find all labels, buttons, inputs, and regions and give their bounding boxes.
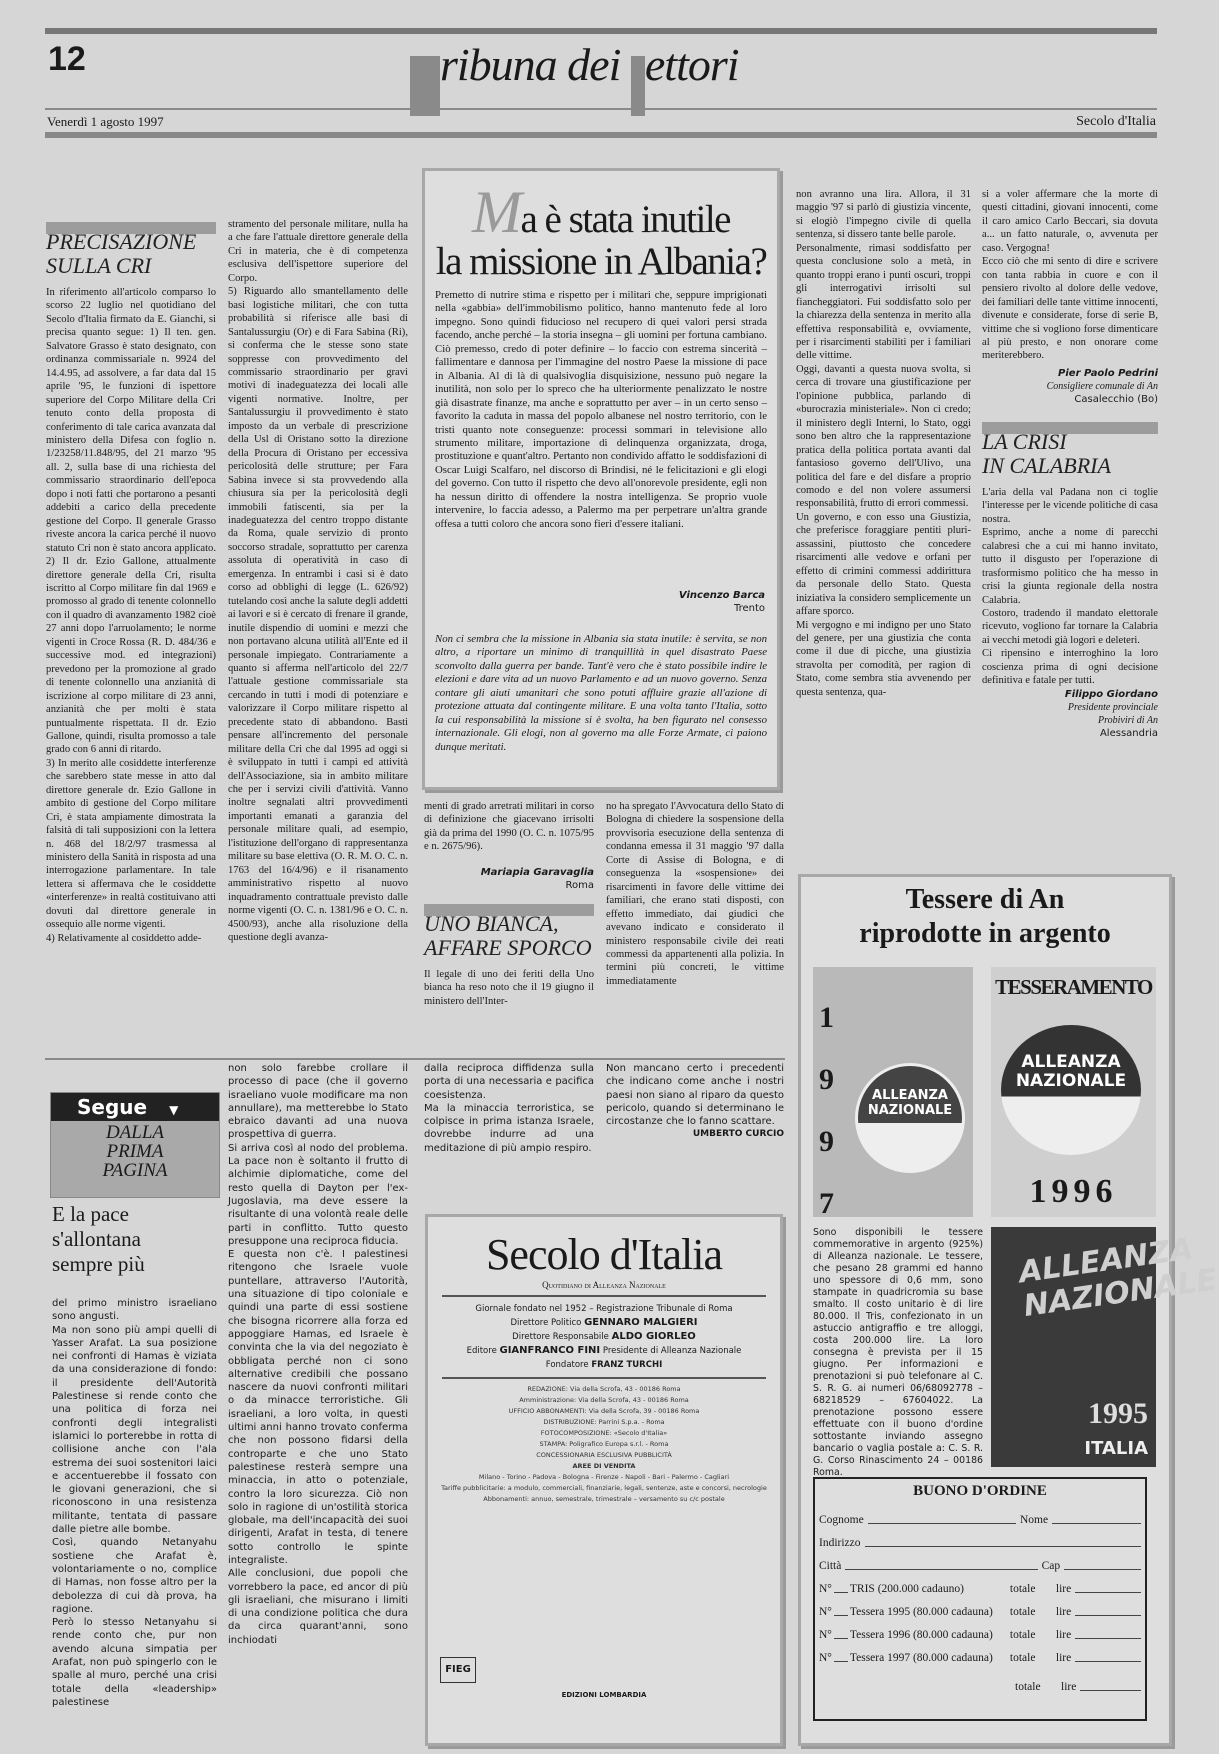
order-row[interactable]: N° Tessera 1995 (80.000 cadauna) totale lire xyxy=(819,1601,1141,1624)
indirizzo-field[interactable] xyxy=(865,1532,1141,1547)
header-top-rule xyxy=(45,28,1157,34)
paragraph: no ha spregato l'Avvocatura dello Stato di Bologna di chiedere la sospensione della provvisoria esecuzione della sentenza di condanna emessa il 31 maggio '97 dalla Corte di Assise di Bologna, e di conseguenza la «sospensione» dei risarcimenti in favore delle vittime dei familiari, che erano stati disposti, con effetto immediato, dai giudici che avevano indicato e considerato il ministero responsabile civile dei reati commessi da appartenenti alla polizia. In termini più concreti, le vittime immediatamente xyxy=(606,801,784,987)
article-pace-col1 xyxy=(52,1297,217,1747)
order-fields: Cognome Nome Indirizzo Città Cap N° TRIS (200.000 cadauno) totale lire N° Tessera 1995 (80.000 cadauna) totale lire N° Tessera 1996 (80.000 cadauna) totale lire N° Tessera 1997 (80.000 cadauna) totale lire totale lire xyxy=(819,1509,1141,1699)
segue-subtitle: DALLA PRIMA PAGINA xyxy=(102,1122,168,1181)
article-cri-col1 xyxy=(46,222,216,1052)
signature-block: Filippo Giordano Presidente provinciale Probiviri di An Alessandria xyxy=(1064,688,1158,739)
issue-date: Venerdì 1 agosto 1997 xyxy=(47,114,164,129)
paragraph: E questa non c'è. I palestinesi ritengono che Israele vuole puntellare, attraverso l'Autorità, una situazione di tipo coloniale e quindi una parte di essi sostiene che bisogna ricorrere alla forza ed appoggiare Hamas, ed Israele è convinta che la via del negoziato è obbligata perché non ci sono alternative credibili che possano nascere da nuovi confronti militari o da minacce terroristiche. Gli israeliani, a loro volta, in questi ultimi anni hanno trovato conferma che non possono fidarsi della controparte e che uno Stato palestinese resterà sempre una minaccia, in atto o potenziale, contro la loro sicurezza. Ciò non solo in ragione di un'ostilità storica globale, ma dell'incapacità dei suoi dirigenti, Arafat in testa, di tenere sotto controllo le spinte integraliste. xyxy=(228,1249,408,1566)
paragraph: Ma la minaccia terroristica, se colpisce in prima istanza Israele, dovrebbe indurre ad una meditazione di più ampio respiro. xyxy=(424,1102,594,1154)
article-col5 xyxy=(982,188,1158,848)
card-1995-brand: ITALIA xyxy=(1084,1438,1148,1459)
paragraph: L'aria della val Padana non ci toglie l'interesse per le vicende politiche di casa nostra. xyxy=(982,486,1158,525)
paragraph: dalla reciproca diffidenza sulla porta di una necessaria e pacifica coesistenza. xyxy=(424,1063,594,1101)
paragraph: Esprimo, anche a nome di parecchi calabresi che a cui mi hanno invitato, tutto il disgusto per l'operazione di trasformismo politico che ha messo in crisi la giunta regionale della nostra Calabria. xyxy=(982,527,1158,606)
card-1997-image xyxy=(813,967,973,1220)
paragraph: Costoro, tradendo il mandato elettorale ricevuto, vogliono far tornare la Calabria ai vecchi metodi già logori e deleteri. xyxy=(982,607,1158,646)
order-row[interactable]: N° Tessera 1997 (80.000 cadauna) totale lire xyxy=(819,1647,1141,1670)
order-row[interactable]: N° TRIS (200.000 cadauno) totale lire xyxy=(819,1578,1141,1601)
segue-box xyxy=(50,1092,220,1198)
order-form xyxy=(813,1477,1147,1721)
card-1996-image xyxy=(991,967,1156,1217)
segue-label: Segue ▼ xyxy=(51,1093,219,1121)
cap-field[interactable] xyxy=(1064,1555,1141,1570)
paragraph: 5) Riguardo allo smantellamento delle basi logistiche militari, che con tutta probabilità si riferisce alle basi di Santalussurgiu (Or) e di Fara Sabina (Ri), si conferma che le stesse sono state soppresse con provvedimento del commissario straordinario per gravi motivi di inadeguatezza dei locali alle vigenti normative. Inoltre, per Santalussurgiu il provvedimento è stato imposto da un verbale di prescrizione della Usl di Oristano sotto la direzione della Procura di Oristano per eccessiva pericolosità delle strutture; per Fara Sabina invece si sta provvedendo alla chiusura sia per la pericolosità degli immobili fatiscenti, sia per la inadeguatezza del centro troppo distante da Roma, quale servizio di pronto soccorso stradale, soprattutto per carenza assoluta di operatività in caso di emergenza. In entrambi i casi si è dato corso ad obblighi di legge (L. 626/92) tutelando così anche la salute degli addetti ai lavori e si è cercato di frenare il grande, inutile dispendio di uomini e mezzi che non portavano alcuna utilità all'Ente ed il personale impiegato. Contrariamente a quanto si afferma nell'articolo del 22/7 l'attuale gestione commissariale sta cercando in tutti i modi di potenziare e valorizzare il Corpo militare rispetto al precedente stato di abbandono. Basti pensare all'incremento del personale militare della Cri che dal 1995 ad oggi si è sviluppato in tutti i campi ed attività dell'Associazione, sia in ambito militare che per i servizi civili d'attività. Vanno inoltre segnalati altri provvedimenti importanti emanati a garanzia del personale militare quali, ad esempio, l'istituzione dell'organo di rappresentanza militare su base elettiva (O. R. M. O. C. n. 1763 del 16/4/96) e il risanamento amministrativo rispetto al nuovo inquadramento contrattuale previsto dalle norme vigenti (O. C. n. 1381/96 e O. C. n. 4500/93), anche alla risoluzione della questione degli avanza- xyxy=(228,286,408,944)
paragraph: stramento del personale militare, nulla ha a che fare l'attuale direttore generale della Cri in materia, che è di competenza esclusiva dell'ispettore superiore del Corpo. xyxy=(228,219,408,284)
section-divider xyxy=(45,1058,785,1060)
card-1995-image xyxy=(991,1227,1219,1467)
paragraph: Oggi, davanti a questa nuova svolta, si cerca di trovare una giustificazione per l'opinione pubblica, parlando di «burocrazia ministeriale». Non ci credo; il ministero degli Interni, lo Stato, oggi sono ben altro che la rappresentazione pratica della politica portata avanti dal fantasioso governo dell'Ulivo, una politica del fare e del disfare a proprio comodo e del non volere assumersi responsabilità, frutto di errori commessi. xyxy=(796,363,971,510)
title-initial-l xyxy=(631,56,645,116)
paragraph: Alle conclusioni, due popoli che vorrebbero la pace, ed ancor di più gli israeliani, che misurano i limiti di una condizione politica che dura da circa quarant'anni, sono inchiodati xyxy=(228,1568,408,1646)
paragraph: Un governo, e con esso una Giustizia, che preferisce foraggiare pentiti pluri-assassini, piuttosto che concedere risarcimenti alle vedove e orfani per effetto di crimini commessi addirittura da personale dello Stato. Questa iniziativa la considero semplicemente un affare sporco. xyxy=(796,511,971,618)
headline-uno-bianca: UNO BIANCA, AFFARE SPORCO xyxy=(424,910,592,960)
paragraph: Il legale di uno dei feriti della Uno bianca ha reso noto che il 19 giugno il ministero dell'Inter- xyxy=(424,968,594,1007)
card-1996-year: 1996 xyxy=(1029,1173,1118,1210)
paragraph: non solo farebbe crollare il processo di pace (che il governo israeliano vuole modificare ma non annullare), ma metterebbe lo Stato ebraico davanti ad una nuova prospettiva di guerra. xyxy=(228,1063,408,1141)
title-part-1: ribuna dei xyxy=(440,39,631,90)
masthead-credits: Giornale fondato nel 1952 – Registrazione Tribunale di Roma Direttore Politico GENNARO MALGIERI Direttore Responsabile ALDO GIORLEO Editore GIANFRANCO FINI Presidente di Alleanza Nazionale Fondatore FRANZ TURCHI xyxy=(466,1304,742,1370)
article-cri-col2 xyxy=(228,218,408,1050)
fieg-logo: FIEG xyxy=(440,1657,476,1683)
title-part-2: ettori xyxy=(644,39,739,90)
paragraph: Ci ripensino e interroghino la loro coscienza prima di ogni decisione definitiva e fatale per tutti. xyxy=(982,648,1158,687)
editor-reply: Non ci sembra che la missione in Albania sia stata inutile: è servita, se non altro, a riportare un minimo di tranquillità in quel disastrato Paese sconvolto dalla guerra per bande. Tant'è vero che è stato possibile indire le elezioni e dare vita ad un nuovo Parlamento e ad un nuovo governo. Senza contare gli aiuti umanitari che sono potuti affluire grazie all'azione di protezione attuata dal contingente militare. E una volta tanto l'Italia, sotto la cui responsabilità la missione si è svolta, ha ben figurato nel consesso internazionale. Gli elogi, non al governo ma alle Forze Armate, ci paiono dunque meritati. xyxy=(435,633,767,753)
article-pace-col3 xyxy=(424,1062,594,1202)
ad-headline: Tessere di An riprodotte in argento xyxy=(859,884,1111,949)
paragraph: menti di grado arretrati militari in corso di definizione che giacevano irrisolti già da prima del 1990 (O. C. n. 1075/95 e n. 2675/96). xyxy=(424,801,594,853)
order-row[interactable]: N° Tessera 1996 (80.000 cadauna) totale lire xyxy=(819,1624,1141,1647)
masthead-name: Secolo d'Italia xyxy=(485,1230,723,1279)
headline-albania: Ma è stata inutile la missione in Albania? xyxy=(435,179,767,283)
masthead-small-print: REDAZIONE: Via della Scrofa, 43 - 00186 Roma Amministrazione: Via della Scrofa, 43 - 00186 Roma UFFICIO ABBONAMENTI: Via della Scrofa, 39 - 00186 Roma DISTRIBUZIONE: Parrini S.p.a. - Roma FOTOCOMPOSIZIONE: «Secolo d'Italia» STAMPA: Poligrafico Europa s.r.l. - Roma CONCESSIONARIA ESCLUSIVA PUBBLICITÀ AREE DI VENDITA Milano - Torino - Padova - Bologna - Firenze - Napoli - Bari - Palermo - Cagliari Tariffe pubblicitarie: a modulo, commerciali, finanziarie, legali, sentenze, aste e concorsi, necrologie Abbonamenti: annuo, semestrale, trimestrale – versamento su c/c postale xyxy=(441,1385,767,1503)
header-rule xyxy=(45,108,1157,110)
title-initial-t xyxy=(410,56,440,116)
card-year-digits: 1 9 9 7 xyxy=(819,1001,834,1220)
paragraph: Ecco ciò che mi sento di dire e scrivere con tanta rabbia in cuore e con il pensiero rivolto al dolore delle vedove, dei familiari delle tante vittime innocenti, divenute e considerate, forse di serie B, vittime che si vogliono forse dimenticare al più presto, e non onorare come meriterebbero. xyxy=(982,256,1158,362)
paragraph: In riferimento all'articolo comparso lo scorso 22 luglio nel quotidiano del Secolo d'Italia firmato da E. Gianchi, si precisa quanto segue: 1) Il ten. gen. Salvatore Grasso è stato designato, con ordinanza commissariale n. 9924 del 14.4.95, ad assolvere, a far data dal 15 aprile '95, le funzioni di ispettore superiore del Corpo Militare della Cri tenuto conto della proposta di conferimento di tale carica avanzata dal ministero della Difesa con foglio n. 1/23258/11.848/95, del 21 marzo '95 all. 2, sulla base di una richiesta del commissario straordinario dell'epoca dopo i noti fatti che portarono a pesanti addebiti a carico della precedente gestione del Corpo. Il generale Grasso riveste ancora la carica perché il nuovo statuto Cri non è stato ancora applicato. 2) Il dr. Ezio Gallone, attualmente direttore generale della Cri, risulta iscritto al Corpo militare fin dal 1969 e promosso al grado di tenente colonnello con il quadro di avanzamento 1982 cioè 27 anni dopo l'arruolamento; le norme vigenti in Croce Rossa (R. D. 484/36 e successive mod. ed integrazioni) prevedono per la promozione al grado di tenente colonnello una anzianità di iscrizione al corpo militare di 23 anni, anzianità che per molti è stata puntualmente rispettata. Il dr. Ezio Gallone, quindi, risulta promosso a tale grado con 6 anni di ritardo. xyxy=(46,287,216,756)
card-1995-year: 1995 xyxy=(1088,1397,1148,1430)
article-pace-col4 xyxy=(606,1062,784,1202)
paragraph: non avranno una lira. Allora, il 31 maggio '97 si parlò di giustizia vincente, si elogiò l'impegno civile di quella sentenza, si dissero tante belle parole. xyxy=(796,189,971,241)
author: UMBERTO CURCIO xyxy=(692,1129,784,1140)
an-logo: ALLEANZA NAZIONALE xyxy=(855,1063,965,1173)
paper-name: Secolo d'Italia xyxy=(1076,114,1156,129)
article-cri-end xyxy=(424,800,594,1050)
masthead-subtitle: Quotidiano di Alleanza Nazionale xyxy=(542,1280,666,1290)
paragraph: 3) In merito alle cosiddette interferenze che sarebbero state messe in atto dal direttore generale dr. Ezio Gallone in ambito di gestione del Corpo militare Cri, è stata ampiamente dimostrata la falsità di tali supposizioni con la lettera n. 468 del 18/2/97 trasmessa al ministero della Sanità in risposta ad una interrogazione parlamentare. In tale lettera si affermava che le cosiddette «interferenze» in realtà costituivano atti dovuti dal direttore generale in ossequio alle norme vigenti. xyxy=(46,757,216,931)
paragraph: Mi vergogno e mi indigno per uno Stato del genere, per una giustizia che conta come il due di picche, una giustizia stravolta per comodità, per ragion di Stato, come sembra stia avvenendo per questa sentenza, qua- xyxy=(796,619,971,698)
article-uno-bianca-col2 xyxy=(606,800,784,1050)
article-uno-bianca-col3 xyxy=(796,188,971,848)
an-logo: ALLEANZA NAZIONALE xyxy=(1001,1025,1141,1155)
page-number: 12 xyxy=(48,40,86,78)
cognome-field[interactable] xyxy=(868,1509,1016,1524)
order-total-row[interactable]: totale lire xyxy=(819,1676,1141,1699)
order-form-title: BUONO D'ORDINE xyxy=(913,1483,1047,1499)
paragraph: Ma non sono più ampi quelli di Yasser Arafat. La sua posizione nei confronti di Hamas è viziata da una considerazione di fondo: il presidente dell'Autorità Palestinese si rende conto che una politica di forza nei confronti degli integralisti islamici lo porterebbe in rotta di collisione anche con l'ala estrema dei suoi sostenitori laici e accentuerebbe il fossato con le giovani generazioni, che si riconoscono in una resistenza militante, tentata di passare dalle pietre alle bombe. xyxy=(52,1324,217,1536)
paragraph: Non mancano certo i precedenti che indicano come anche i nostri paesi non siano al riparo da questo pericolo, quando si determinano le circostanze che lo fanno scattare. xyxy=(606,1063,784,1128)
header-bottom-rule xyxy=(45,132,1157,138)
section-title xyxy=(410,38,739,116)
editore-note: EDIZIONI LOMBARDIA xyxy=(561,1691,647,1699)
card-1995-text: ALLEANZA NAZIONALE xyxy=(1016,1231,1219,1325)
paragraph: del primo ministro israeliano sono angusti. xyxy=(52,1298,217,1323)
article-pace-col2 xyxy=(228,1062,408,1747)
paragraph: Si arriva così al nodo del problema. La pace non è soltanto il frutto di alchimie diplomatiche, come del resto quella di Dayton per l'ex-Jugoslavia, ma deve essere la risultante di una volontà reale delle parti in conflitto. Tutto questo presuppone una reciproca fiducia. xyxy=(228,1142,408,1247)
masthead-box xyxy=(425,1214,783,1746)
paragraph: Però lo stesso Netanyahu si rende conto che, pur non avendo alcuna simpatia per Arafat, non può spingerlo con le spalle al muro, perché una crisi totale della «leadership» palestinese xyxy=(52,1617,217,1708)
headline-pace: E la pace s'allontana sempre più xyxy=(52,1202,145,1276)
letter-body: Premetto di nutrire stima e rispetto per i militari che, seppure imprigionati nella «gabbia» dell'immobilismo politico, hanno mantenuto fede al loro impegno. Sono quindi fiducioso nel recupero di quei valori persi strada facendo, anche perché – la storia insegna – gli uomini per fortuna cambiano. Ciò premesso, credo di poter definire – lo faccio con estrema sincerità – fallimentare e dannosa per l'immagine del nostro Paese la missione di pace in Albania. Al di là di qualsivoglia disquisizione, nessuno può negare la inutilità, non solo per lo spreco che ha ulteriormente penalizzato le nostre già disastrate finanze, ma anche e soprattutto per aver – in un certo senso – favorito la caduta in massa del popolo albanese nel nostro territorio, con le tristi quanto note conseguenze: processi sommari in televisione allo strumento militare, importazione di delinquenza organizzata, droga, prostituzione e quant'altro. Pertanto non condivido affatto le soddisfazioni di Oscar Luigi Scalfaro, nel discorso di Brindisi, né le felicitazioni e gli elogi del governo. Con tutto il rispetto che devo all'onorevole presidente, egli non ha nessun diritto di offendere la nostra intelligenza. Se proprio vuole intervenire, lo faccia adesso, a Palermo ma per perpetrare un'altra grande offesa a tutti coloro che ancora sono fieri d'essere italiani. xyxy=(435,289,767,530)
nome-field[interactable] xyxy=(1052,1509,1141,1524)
paragraph: 4) Relativamente al cosiddetto adde- xyxy=(46,932,202,944)
headline-calabria: LA CRISI IN CALABRIA xyxy=(982,428,1111,478)
arrow-down-icon: ▼ xyxy=(169,1103,179,1117)
tessere-ad xyxy=(798,874,1219,1746)
paragraph: si a voler affermare che la morte di questi cittadini, giovani innocenti, come il caro amico Carlo Beccari, sia dovuta a... un fatto naturale, o, avvenuta per caso. Vergogna! xyxy=(982,189,1158,254)
signature-block: Mariapia Garavaglia Roma xyxy=(480,866,594,891)
headline-cri: PRECISAZIONE SULLA CRI xyxy=(46,229,197,278)
ad-body: Sono disponibili le tessere commemorative in argento (925%) di Alleanza nazionale. Le tessere, che pesano 28 grammi ed hanno uno spessore di 0,6 mm, sono stampate in quadricromia su base smalto. Il costo unitario è di lire 80.000. Il Tris, confezionato in un astuccio antigraffio e tre alloggi, costa 200.000 lire. La loro consegna è prevista per il 15 giugno. Per informazioni e prenotazioni si può telefonare al C. S. R. G. ai numeri 06/68092778 – 68218529 – 67604022. La prenotazione possono essere effettuate con il buono d'ordine sottostante inviando assegno bancario o vaglia postale a: C. S. R. G. Corso Rinascimento 24 – 00186 Roma. xyxy=(813,1227,983,1478)
card-1996-top: TESSERAMENTO xyxy=(995,975,1152,999)
signature-block: Vincenzo Barca Trento xyxy=(678,590,765,614)
albania-letter-box xyxy=(422,168,780,790)
signature-block: Pier Paolo Pedrini Consigliere comunale di An Casalecchio (Bo) xyxy=(1046,367,1158,405)
citta-field[interactable] xyxy=(845,1555,1037,1570)
paragraph: Personalmente, rimasi soddisfatto per questa conclusione solo a metà, in quanto troppi erano i punti oscuri, troppi gli interrogativi irrisolti sul fiancheggiatori. Fui soddisfatto solo per la chiarezza della sentenza in merito alla effettiva responsabilità e, ovviamente, per i risarcimenti stabiliti per i familiari delle vittime. xyxy=(796,242,971,362)
paragraph: Così, quando Netanyahu sostiene che Arafat è, volontariamente o no, complice di Hamas, non fosse altro per la debolezza di cui dà prova, ha ragione. xyxy=(52,1537,217,1615)
